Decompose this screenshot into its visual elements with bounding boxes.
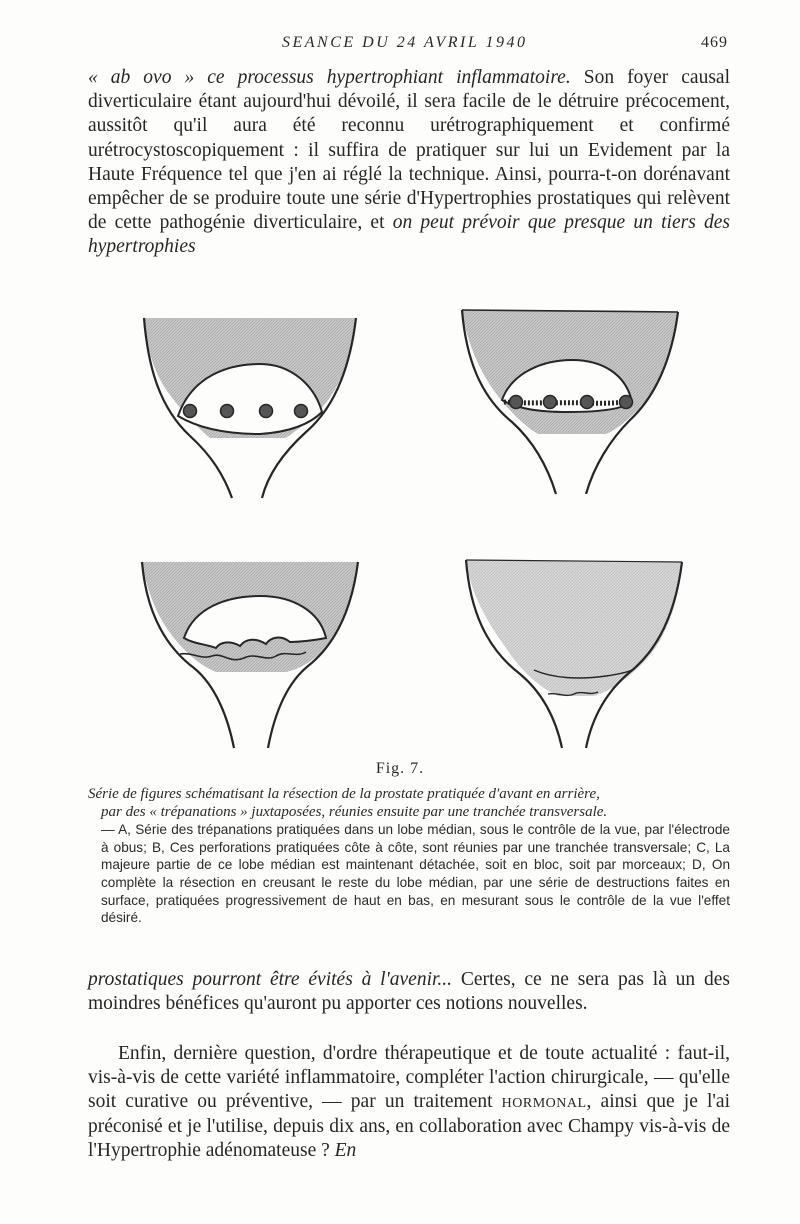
paragraph-top [88, 66, 730, 260]
perforation-dot [544, 396, 557, 409]
caption-body: — A, Série des trépanations pratiquées dans un lobe médian, sous le contrôle de la vue, par l'électrode à obus; B, Ces perforations pratiquées côte à côte, sont réunies par une tranchée transversale; C, La majeure partie de ce lobe médian est maintenant détachée, soit en bloc, soit par morceaux; D, On complète la résection en creusant le reste du lobe médian, par une série de destructions faites en surface, pratiquées progressivement de haut en bas, en mesurant sous le contrôle de la vue l'effet désiré. [101, 822, 730, 926]
figure-label: Fig. 7. [375, 760, 425, 777]
figure-7 [120, 298, 700, 758]
perforation-dot [510, 396, 523, 409]
text-regular: Son foyer causal diverticulaire étant aujourd'hui dévoilé, il sera facile de le détruire précocement, aussitôt qu'il aura été reconnu urétrographiquement et confirmé urétrocystoscopiquement : il suffira de pratiquer sur lui un Evidement par la Haute Fréquence tel que j'en ai réglé la technique. Ainsi, pourra-t-on dorénavant empêcher de se produire toute une série d'Hypertrophies prostatiques qui relèvent de cette pathogénie diverticulaire, et [88, 67, 730, 234]
paragraph-after-figure [88, 968, 730, 1016]
perforation-dot [620, 396, 633, 409]
figure-panel-a [144, 318, 356, 498]
figure-caption [88, 786, 730, 927]
trepanation-dot [295, 405, 308, 418]
caption-title [88, 786, 730, 821]
running-title: SEANCE DU 24 AVRIL 1940 [282, 34, 528, 51]
figure-panel-c [142, 562, 358, 748]
page-number: 469 [701, 34, 728, 51]
text-italic-end: on peut prévoir que presque un tiers des hypertrophies [88, 212, 731, 258]
text-regular: Certes, ce ne sera pas là un des moindres bénéfices qu'auront pu apporter ces notions nouvelles. [88, 969, 731, 1015]
caption-title-line2: par des « trépanations » juxtaposées, réunies ensuite par une tranchée transversale. [101, 803, 608, 820]
text-regular: , ainsi que je l'ai préconisé et je l'utilise, depuis dix ans, en collaboration avec Champy vis-à-vis de l'Hypertrophie adénomateuse ? [88, 1091, 730, 1161]
running-head [0, 34, 800, 56]
text-italic: prostatiques pourront être évités à l'avenir... [88, 969, 453, 990]
bladder-shaded-d [466, 560, 682, 696]
perforation-dot [581, 396, 594, 409]
text-regular: Enfin, dernière question, d'ordre thérapeutique et de toute actualité : faut-il, vis-à-vis de cette variété inflammatoire, compléter l'action chirurgicale, — qu'elle soit curative ou préventive, — par un traitement [88, 1043, 730, 1113]
text-italic-end: En [334, 1139, 357, 1161]
trepanation-dot [260, 405, 273, 418]
text-italic-start: « ab ovo » ce processus hypertrophiant inflammatoire. [88, 67, 571, 88]
paragraph-last [88, 1042, 730, 1163]
trepanation-dot [221, 405, 234, 418]
text-smallcaps: hormonal [501, 1091, 587, 1113]
figure-panel-b [462, 310, 678, 494]
trepanation-dot [184, 405, 197, 418]
figure-panel-d [466, 560, 682, 748]
caption-title-line1: Série de figures schématisant la résection de la prostate pratiquée d'avant en arrière, [88, 786, 600, 802]
